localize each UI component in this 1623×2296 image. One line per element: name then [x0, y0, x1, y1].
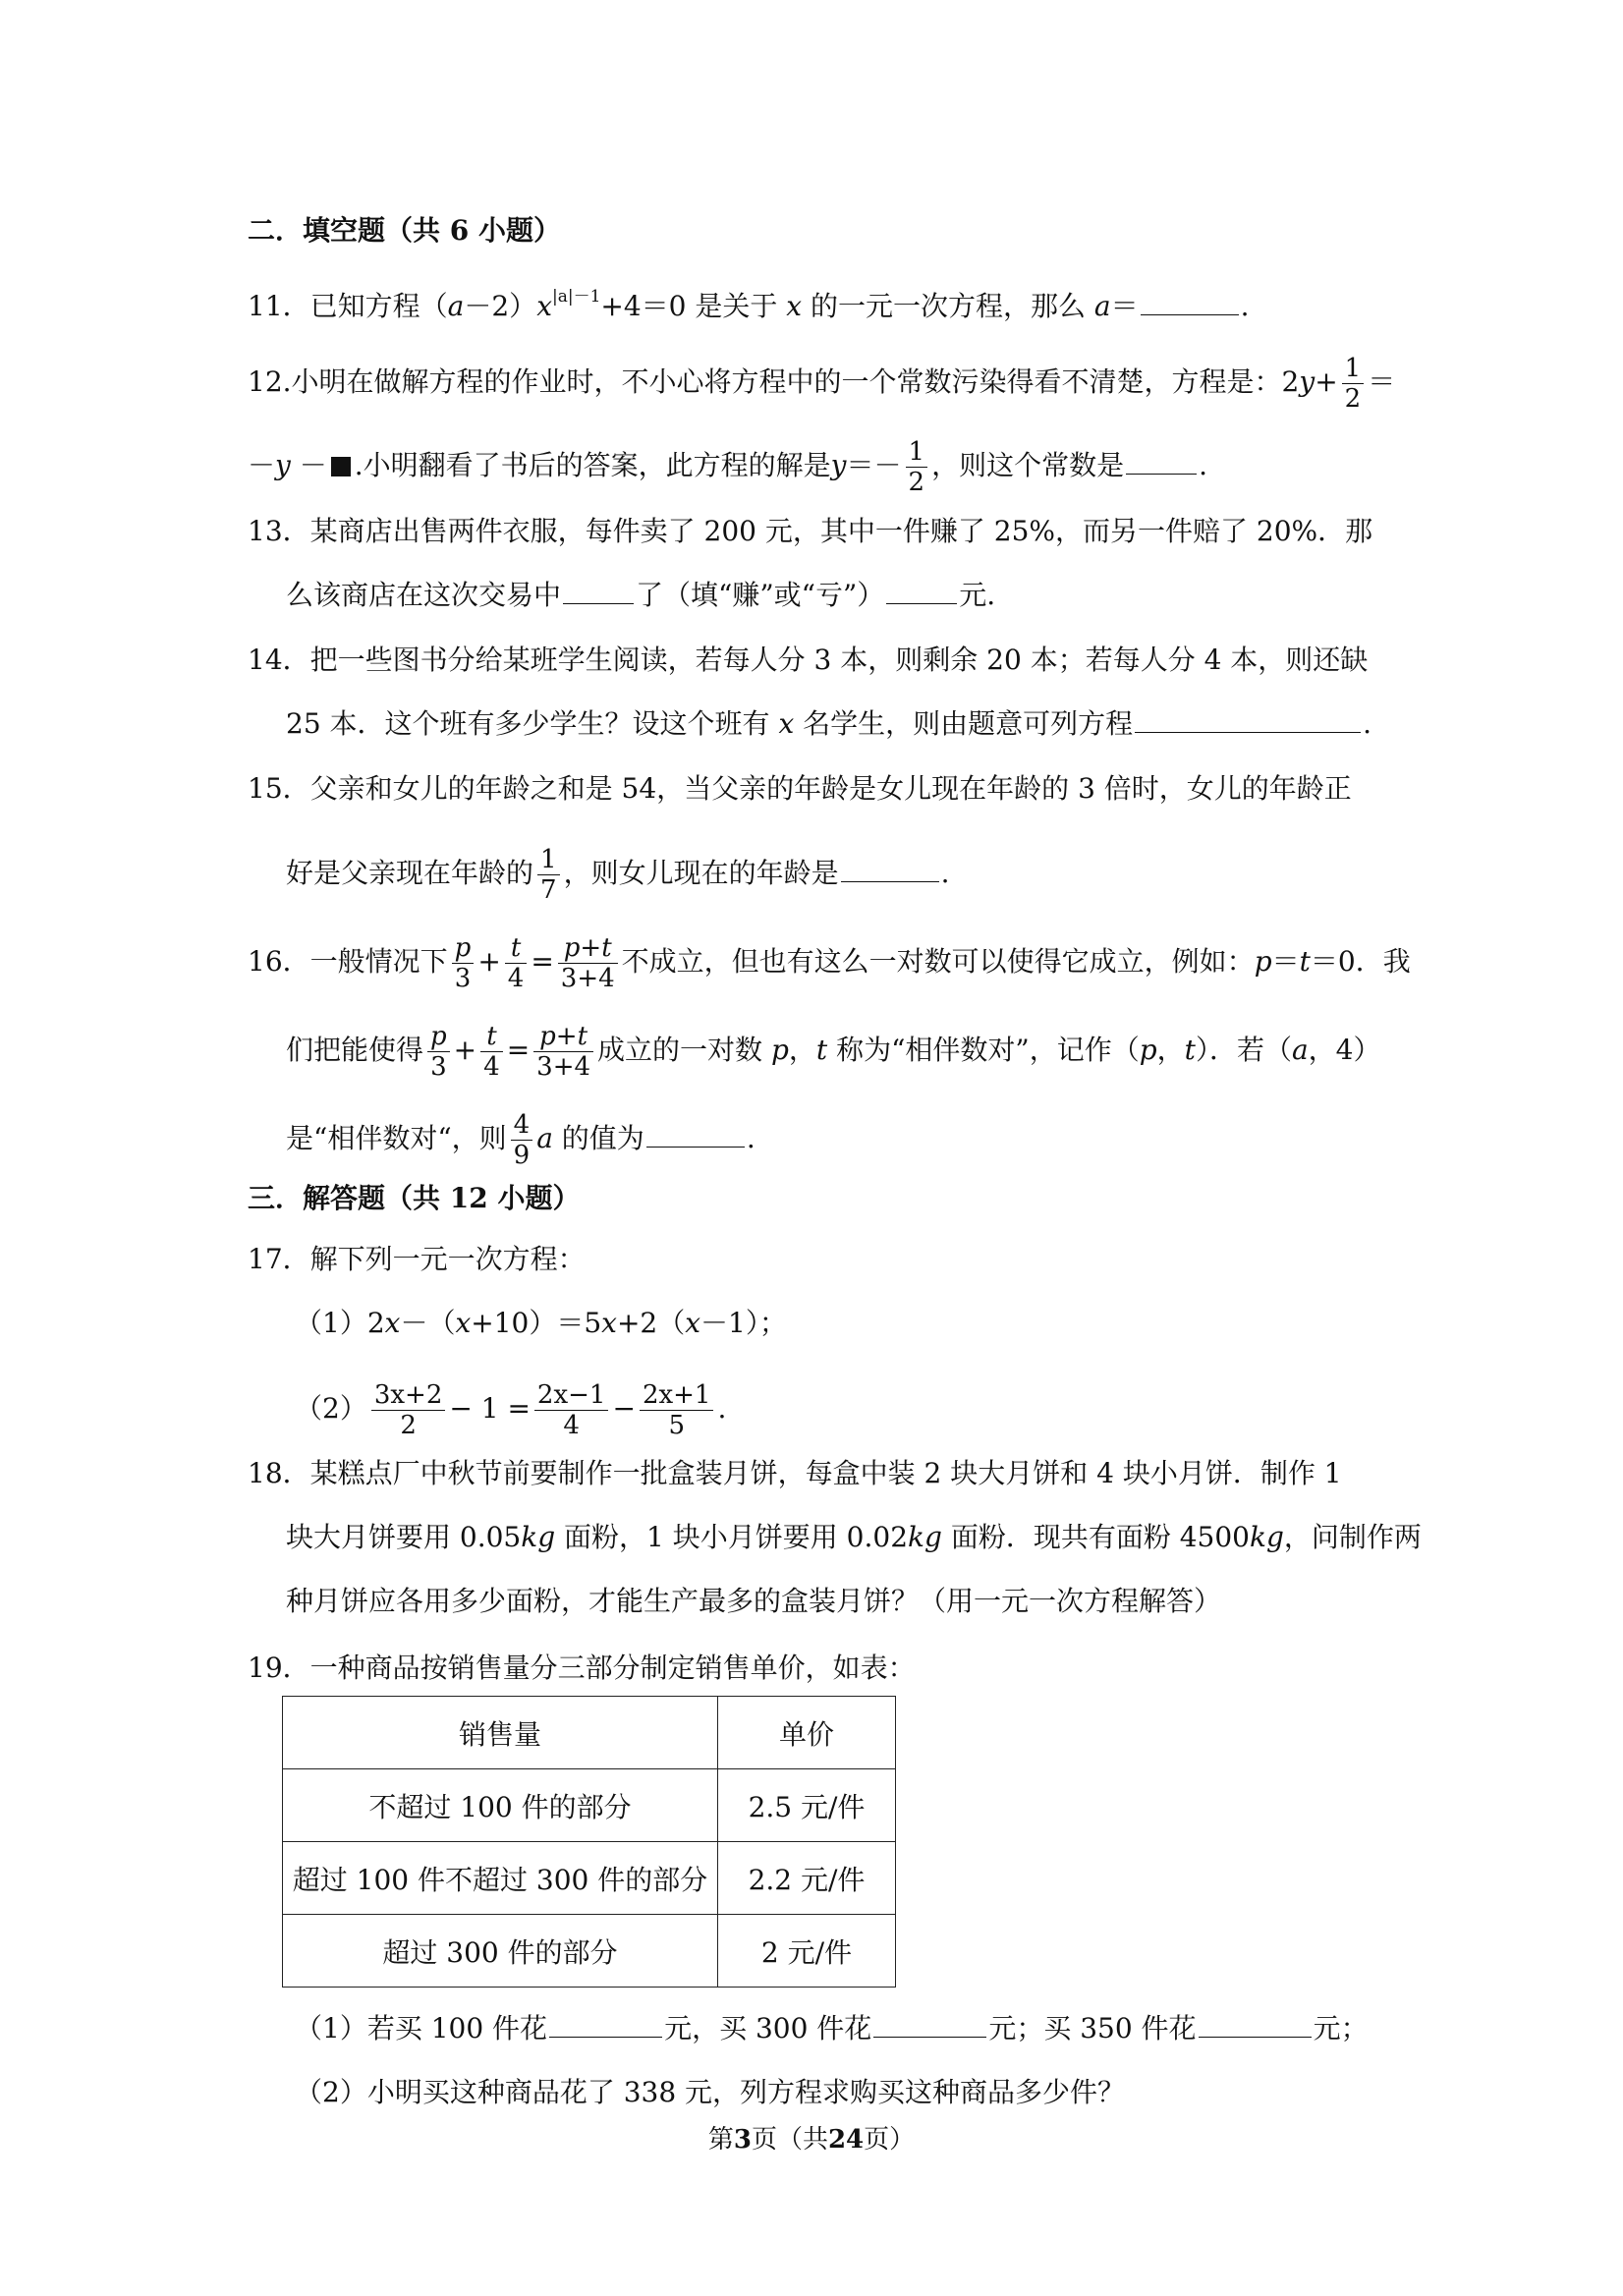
question-13-line-2: 么该商店在这次交易中 了（填“赚”或“亏”） 元. [286, 576, 995, 615]
question-16-line-3: 是“相伴数对“，则 $\frac{4}{9}$ a 的值为 . [286, 1110, 756, 1170]
answer-blank [886, 576, 957, 604]
question-18-line-1: 18．某糕点厂中秋节前要制作一批盒装月饼，每盒中装 2 块大月饼和 4 块小月饼．制作 1 [248, 1457, 1342, 1489]
question-18-line-2: 块大月饼要用 0.05kg 面粉，1 块小月饼要用 0.02kg 面粉．现共有面粉 4500kg，问制作两 [286, 1521, 1422, 1553]
question-12-line-2: －y － .小明翻看了书后的答案，此方程的解是y＝－ $\frac{1}{2}$ ，则这个常数是 . [248, 437, 1207, 497]
answer-blank [549, 2009, 662, 2038]
table-cell: 2.5 元/件 [718, 1769, 896, 1842]
fraction-one-half: $\frac{1}{2}$ [906, 437, 928, 497]
question-15-line-1: 15．父亲和女儿的年龄之和是 54，当父亲的年龄是女儿现在年龄的 3 倍时，女儿的年龄正 [248, 772, 1352, 805]
question-14-line-2: 25 本．这个班有多少学生？设这个班有 x 名学生，则由题意可列方程 . [286, 704, 1371, 744]
answer-blank [563, 576, 634, 604]
page-footer: 第3页（共24页） [707, 2125, 916, 2155]
table-row [283, 1769, 896, 1842]
question-18-line-3: 种月饼应各用多少面粉，才能生产最多的盒装月饼？（用一元一次方程解答） [286, 1585, 1222, 1617]
table-header-row [283, 1697, 896, 1769]
fraction-one-half: $\frac{1}{2}$ [1342, 354, 1365, 414]
question-16-line-2: 们把能使得 $\frac{p}{3}$ + $\frac{t}{4}$ = $\frac{p+t}{3+4}$ 成立的一对数 p，t 称为“相伴数对”，记作（p，t）．若（a，4） [286, 1022, 1381, 1082]
table-cell: 不超过 100 件的部分 [283, 1769, 718, 1842]
answer-blank [1126, 446, 1197, 475]
table-cell: 2 元/件 [718, 1915, 896, 1988]
table-cell: 超过 300 件的部分 [283, 1915, 718, 1988]
answer-blank [1135, 704, 1361, 733]
table-cell: 超过 100 件不超过 300 件的部分 [283, 1842, 718, 1915]
table-cell: 2.2 元/件 [718, 1842, 896, 1915]
question-17-part-2: （2） $\frac{3x+2}{2}$ − 1 = $\frac{2x-1}{4}$ − $\frac{2x+1}{5}$ . [295, 1380, 727, 1440]
question-13-line-1: 13．某商店出售两件衣服，每件卖了 200 元，其中一件赚了 25%，而另一件赔了 20%．那 [248, 515, 1373, 547]
fraction-four-ninths: $\frac{4}{9}$ [511, 1110, 533, 1170]
answer-blank [841, 854, 939, 882]
table-row [283, 1842, 896, 1915]
answer-blank [646, 1119, 745, 1148]
question-11: 11．已知方程$(a-2)x^{|a|-1}+4=0$ 是关于 x 的一元一次方程，那么 a＝ . [248, 287, 1250, 322]
table-header: 销售量 [283, 1697, 718, 1769]
section-2-heading: 二．填空题（共 6 小题） [248, 214, 562, 247]
question-15-line-2: 好是父亲现在年龄的 $\frac{1}{7}$ ，则女儿现在的年龄是 . [286, 845, 950, 905]
answer-blank [873, 2009, 986, 2038]
question-19-part-1: （1）若买 100 件花 元，买 300 件花 元；买 350 件花 元； [295, 2009, 1369, 2048]
smudge-square-icon [331, 457, 351, 476]
fraction-one-seventh: $\frac{1}{7}$ [537, 845, 560, 905]
question-16-line-1: 16．一般情况下 $\frac{p}{3}$ + $\frac{t}{4}$ = $\frac{p+t}{3+4}$ 不成立，但也有这么一对数可以使得它成立，例如：p＝t＝0．我 [248, 933, 1411, 993]
question-12-line-1: 12.小明在做解方程的作业时，不小心将方程中的一个常数污染得看不清楚，方程是：2y+ $\frac{1}{2}$ ＝ [248, 354, 1396, 414]
question-19-part-2: （2）小明买这种商品花了 338 元，列方程求购买这种商品多少件？ [295, 2076, 1126, 2108]
answer-blank [1199, 2009, 1312, 2038]
answer-blank [1141, 287, 1239, 315]
question-17: 17．解下列一元一次方程： [248, 1243, 586, 1275]
question-17-part-1: （1）2x－（x+10）＝5x+2（x－1）； [295, 1307, 787, 1339]
question-19: 19．一种商品按销售量分三部分制定销售单价，如表： [248, 1652, 916, 1684]
price-table [282, 1696, 896, 1988]
table-row [283, 1915, 896, 1988]
table-header: 单价 [718, 1697, 896, 1769]
question-14-line-1: 14．把一些图书分给某班学生阅读，若每人分 3 本，则剩余 20 本；若每人分 4 本，则还缺 [248, 644, 1369, 676]
section-3-heading: 三．解答题（共 12 小题） [248, 1182, 581, 1214]
